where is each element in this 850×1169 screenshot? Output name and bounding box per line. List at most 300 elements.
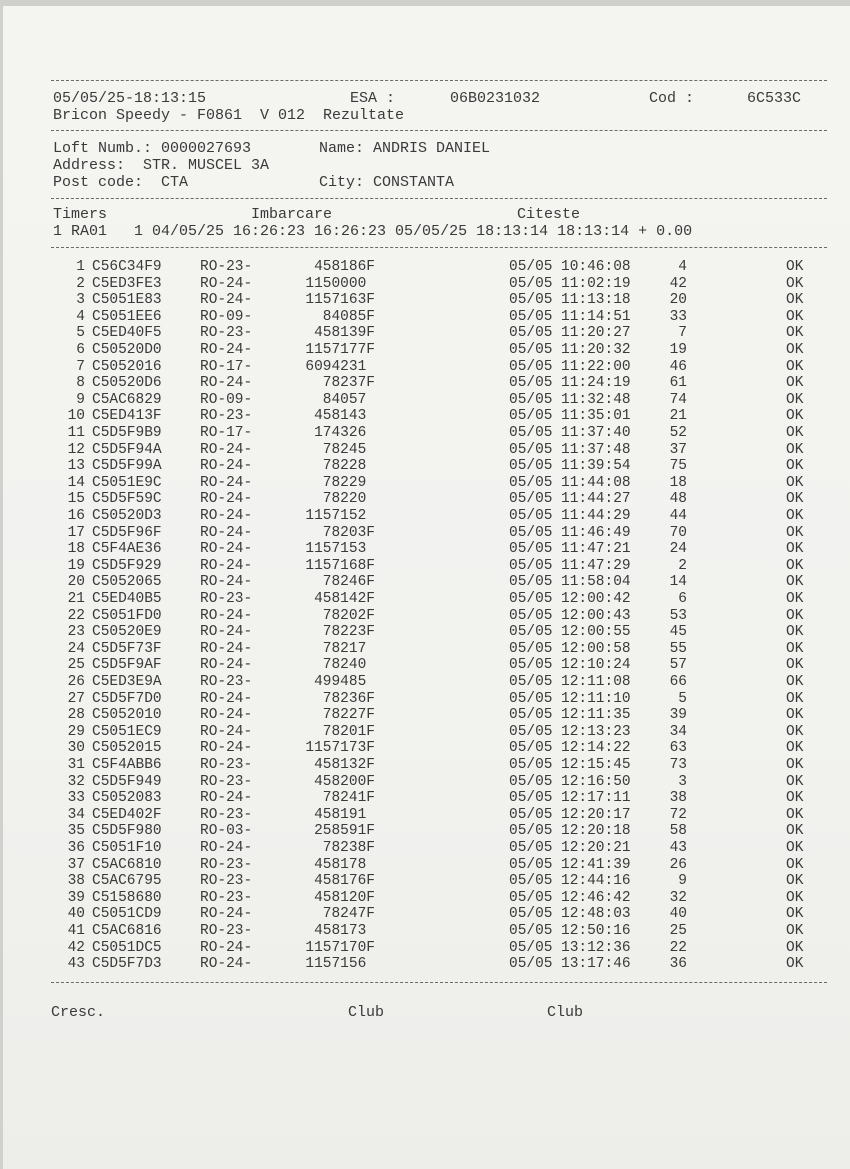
ring-prefix: RO-23-: [200, 325, 253, 342]
loft-number: Loft Numb.: 0000027693: [53, 140, 252, 157]
row-number: 37: [67, 856, 85, 873]
status: OK: [786, 474, 804, 491]
arrival-time: 12:48:03: [561, 906, 631, 923]
ring-prefix: RO-24-: [200, 956, 253, 973]
ring-number: 1150000: [305, 275, 375, 292]
ring-number: 78237F: [322, 375, 375, 392]
position: 4: [678, 259, 687, 275]
arrival-date: 05/05: [509, 342, 553, 358]
table-row: [3, 442, 850, 458]
position: 20: [669, 292, 687, 309]
table-row: [3, 392, 850, 408]
chip-id: C5052015: [92, 740, 162, 757]
arrival-time: 12:11:10: [561, 690, 631, 707]
ring-prefix: RO-24-: [200, 474, 253, 491]
arrival-time: 12:46:42: [561, 889, 631, 906]
arrival-date: 05/05: [509, 790, 553, 807]
status: OK: [786, 723, 804, 740]
loft-postcode: Post code: CTA: [53, 174, 189, 191]
table-row: [3, 923, 850, 939]
ring-prefix: RO-24-: [200, 574, 253, 591]
arrival-date: 05/05: [509, 541, 553, 558]
status: OK: [786, 607, 804, 624]
ring-number: 458178: [314, 856, 375, 873]
ring-prefix: RO-24-: [200, 624, 253, 641]
arrival-date: 05/05: [509, 956, 553, 973]
citeste-heading: Citeste: [517, 206, 581, 223]
arrival-time: 12:11:35: [561, 707, 631, 724]
status: OK: [786, 491, 804, 508]
row-number: 20: [67, 574, 85, 591]
status: OK: [786, 856, 804, 873]
status: OK: [786, 441, 804, 458]
status: OK: [786, 342, 804, 358]
ring-prefix: RO-24-: [200, 458, 253, 475]
chip-id: C5AC6810: [92, 856, 162, 873]
table-row: [3, 574, 850, 590]
arrival-time: 12:20:21: [561, 840, 631, 856]
status: OK: [786, 740, 804, 757]
footer-club-1: Club: [348, 1004, 385, 1021]
arrival-date: 05/05: [509, 823, 553, 840]
status: OK: [786, 757, 804, 773]
arrival-date: 05/05: [509, 889, 553, 906]
arrival-date: 05/05: [509, 325, 553, 342]
chip-id: C5051EC9: [92, 723, 162, 740]
ring-number: 6094231: [305, 358, 375, 375]
status: OK: [786, 790, 804, 807]
position: 61: [669, 375, 687, 392]
chip-id: C50520E9: [92, 624, 162, 641]
table-row: [3, 525, 850, 541]
ring-prefix: RO-03-: [200, 823, 253, 840]
ring-prefix: RO-24-: [200, 790, 253, 807]
loft-name: Name: ANDRIS DANIEL: [319, 140, 491, 157]
chip-id: C5051EE6: [92, 308, 162, 325]
chip-id: C5ED402F: [92, 806, 162, 823]
ring-prefix: RO-24-: [200, 840, 253, 856]
position: 43: [669, 840, 687, 856]
arrival-date: 05/05: [509, 275, 553, 292]
chip-id: C5ED3E9A: [92, 674, 162, 690]
ring-prefix: RO-09-: [200, 391, 253, 408]
status: OK: [786, 823, 804, 840]
ring-prefix: RO-24-: [200, 607, 253, 624]
arrival-date: 05/05: [509, 408, 553, 425]
ring-number: 78236F: [322, 690, 375, 707]
ring-prefix: RO-24-: [200, 557, 253, 574]
arrival-time: 12:14:22: [561, 740, 631, 757]
chip-id: C5D5F949: [92, 773, 162, 790]
arrival-time: 10:46:08: [561, 259, 631, 275]
status: OK: [786, 308, 804, 325]
row-number: 31: [67, 757, 85, 773]
position: 55: [669, 640, 687, 657]
row-number: 19: [67, 557, 85, 574]
ring-number: 1157177F: [305, 342, 375, 358]
ring-number: 458120F: [314, 889, 375, 906]
ring-number: 458173: [314, 923, 375, 939]
ring-number: 258591F: [314, 823, 375, 840]
ring-prefix: RO-23-: [200, 773, 253, 790]
table-row: [3, 840, 850, 856]
arrival-time: 11:44:27: [561, 491, 631, 508]
arrival-time: 12:44:16: [561, 873, 631, 890]
arrival-date: 05/05: [509, 375, 553, 392]
position: 5: [678, 690, 687, 707]
ring-number: 78202F: [322, 607, 375, 624]
ring-number: 78240: [322, 657, 375, 674]
ring-prefix: RO-17-: [200, 425, 253, 441]
position: 18: [669, 474, 687, 491]
position: 24: [669, 541, 687, 558]
ring-prefix: RO-24-: [200, 524, 253, 541]
chip-id: C5052016: [92, 358, 162, 375]
arrival-time: 12:11:08: [561, 674, 631, 690]
table-row: [3, 757, 850, 773]
table-row: [3, 608, 850, 624]
status: OK: [786, 657, 804, 674]
ring-prefix: RO-24-: [200, 541, 253, 558]
ring-prefix: RO-24-: [200, 640, 253, 657]
status: OK: [786, 906, 804, 923]
ring-prefix: RO-17-: [200, 358, 253, 375]
imbarcare-heading: Imbarcare: [251, 206, 333, 223]
arrival-date: 05/05: [509, 292, 553, 309]
ring-prefix: RO-24-: [200, 292, 253, 309]
row-number: 12: [67, 441, 85, 458]
table-row: [3, 558, 850, 574]
position: 58: [669, 823, 687, 840]
ring-number: 1157163F: [305, 292, 375, 309]
row-number: 3: [76, 292, 85, 309]
position: 63: [669, 740, 687, 757]
ring-number: 458142F: [314, 591, 375, 607]
row-number: 13: [67, 458, 85, 475]
arrival-date: 05/05: [509, 806, 553, 823]
arrival-time: 12:20:18: [561, 823, 631, 840]
position: 53: [669, 607, 687, 624]
arrival-date: 05/05: [509, 491, 553, 508]
row-number: 23: [67, 624, 85, 641]
arrival-time: 11:14:51: [561, 308, 631, 325]
row-number: 30: [67, 740, 85, 757]
row-number: 5: [76, 325, 85, 342]
chip-id: C5052065: [92, 574, 162, 591]
arrival-date: 05/05: [509, 873, 553, 890]
ring-number: 458176F: [314, 873, 375, 890]
status: OK: [786, 358, 804, 375]
arrival-time: 11:20:27: [561, 325, 631, 342]
chip-id: C5D5F980: [92, 823, 162, 840]
ring-prefix: RO-23-: [200, 757, 253, 773]
table-row: [3, 408, 850, 424]
footer-cresc: Cresc.: [51, 1004, 106, 1021]
ring-prefix: RO-23-: [200, 674, 253, 690]
ring-number: 78227F: [322, 707, 375, 724]
chip-id: C5ED413F: [92, 408, 162, 425]
ring-number: 458132F: [314, 757, 375, 773]
timer-line: 1 RA01 1 04/05/25 16:26:23 16:26:23 05/05/25 18:13:14 18:13:14 + 0.00: [53, 223, 693, 240]
table-row: [3, 774, 850, 790]
arrival-date: 05/05: [509, 259, 553, 275]
ring-number: 78228: [322, 458, 375, 475]
chip-id: C5AC6829: [92, 391, 162, 408]
ring-number: 1157152: [305, 508, 375, 524]
status: OK: [786, 524, 804, 541]
row-number: 6: [76, 342, 85, 358]
table-row: [3, 790, 850, 806]
chip-id: C5D5F96F: [92, 524, 162, 541]
status: OK: [786, 391, 804, 408]
position: 52: [669, 425, 687, 441]
status: OK: [786, 840, 804, 856]
position: 38: [669, 790, 687, 807]
arrival-time: 11:37:48: [561, 441, 631, 458]
esa-label: ESA :: [350, 90, 396, 107]
ring-prefix: RO-24-: [200, 690, 253, 707]
row-number: 25: [67, 657, 85, 674]
arrival-time: 11:47:29: [561, 557, 631, 574]
chip-id: C5051E83: [92, 292, 162, 309]
ring-number: 84057: [322, 391, 375, 408]
row-number: 42: [67, 939, 85, 956]
status: OK: [786, 873, 804, 890]
ring-number: 1157156: [305, 956, 375, 973]
chip-id: C5D5F94A: [92, 441, 162, 458]
status: OK: [786, 557, 804, 574]
chip-id: C5051E9C: [92, 474, 162, 491]
status: OK: [786, 508, 804, 524]
arrival-time: 12:00:58: [561, 640, 631, 657]
ring-number: 78245: [322, 441, 375, 458]
ring-prefix: RO-23-: [200, 856, 253, 873]
ring-prefix: RO-23-: [200, 923, 253, 939]
table-row: [3, 890, 850, 906]
ring-prefix: RO-24-: [200, 657, 253, 674]
position: 73: [669, 757, 687, 773]
arrival-date: 05/05: [509, 474, 553, 491]
position: 45: [669, 624, 687, 641]
arrival-date: 05/05: [509, 939, 553, 956]
arrival-date: 05/05: [509, 640, 553, 657]
ring-prefix: RO-24-: [200, 707, 253, 724]
ring-prefix: RO-24-: [200, 375, 253, 392]
table-row: [3, 276, 850, 292]
position: 75: [669, 458, 687, 475]
arrival-date: 05/05: [509, 508, 553, 524]
row-number: 1: [76, 259, 85, 275]
chip-id: C50520D3: [92, 508, 162, 524]
status: OK: [786, 690, 804, 707]
status: OK: [786, 889, 804, 906]
position: 2: [678, 557, 687, 574]
arrival-date: 05/05: [509, 657, 553, 674]
status: OK: [786, 939, 804, 956]
chip-id: C5051CD9: [92, 906, 162, 923]
position: 48: [669, 491, 687, 508]
ring-number: 458143: [314, 408, 375, 425]
row-number: 4: [76, 308, 85, 325]
table-row: [3, 425, 850, 441]
ring-number: 458139F: [314, 325, 375, 342]
row-number: 10: [67, 408, 85, 425]
table-row: [3, 641, 850, 657]
table-row: [3, 591, 850, 607]
chip-id: C5ED3FE3: [92, 275, 162, 292]
arrival-time: 12:00:42: [561, 591, 631, 607]
arrival-time: 13:17:46: [561, 956, 631, 973]
ring-number: 174326: [314, 425, 375, 441]
status: OK: [786, 956, 804, 973]
arrival-time: 13:12:36: [561, 939, 631, 956]
position: 42: [669, 275, 687, 292]
status: OK: [786, 624, 804, 641]
arrival-date: 05/05: [509, 358, 553, 375]
table-row: [3, 624, 850, 640]
ring-number: 78223F: [322, 624, 375, 641]
arrival-date: 05/05: [509, 574, 553, 591]
status: OK: [786, 425, 804, 441]
table-row: [3, 674, 850, 690]
position: 32: [669, 889, 687, 906]
ring-number: 78247F: [322, 906, 375, 923]
arrival-date: 05/05: [509, 524, 553, 541]
table-row: [3, 342, 850, 358]
table-row: [3, 707, 850, 723]
row-number: 24: [67, 640, 85, 657]
arrival-date: 05/05: [509, 425, 553, 441]
table-row: [3, 691, 850, 707]
position: 66: [669, 674, 687, 690]
arrival-time: 12:00:55: [561, 624, 631, 641]
arrival-time: 11:44:29: [561, 508, 631, 524]
row-number: 14: [67, 474, 85, 491]
status: OK: [786, 375, 804, 392]
table-row: [3, 292, 850, 308]
arrival-time: 12:50:16: [561, 923, 631, 939]
arrival-time: 11:24:19: [561, 375, 631, 392]
table-row: [3, 541, 850, 557]
arrival-time: 11:58:04: [561, 574, 631, 591]
ring-number: 78203F: [322, 524, 375, 541]
row-number: 40: [67, 906, 85, 923]
row-number: 38: [67, 873, 85, 890]
row-number: 7: [76, 358, 85, 375]
table-row: [3, 309, 850, 325]
ring-number: 499485: [314, 674, 375, 690]
ring-number: 78220: [322, 491, 375, 508]
row-number: 35: [67, 823, 85, 840]
status: OK: [786, 806, 804, 823]
position: 21: [669, 408, 687, 425]
position: 34: [669, 723, 687, 740]
ring-prefix: RO-23-: [200, 889, 253, 906]
status: OK: [786, 458, 804, 475]
status: OK: [786, 408, 804, 425]
table-row: [3, 940, 850, 956]
arrival-time: 12:00:43: [561, 607, 631, 624]
position: 39: [669, 707, 687, 724]
ring-prefix: RO-24-: [200, 508, 253, 524]
chip-id: C50520D6: [92, 375, 162, 392]
arrival-time: 11:32:48: [561, 391, 631, 408]
ring-prefix: RO-24-: [200, 342, 253, 358]
table-row: [3, 956, 850, 972]
ring-number: 458186F: [314, 259, 375, 275]
arrival-date: 05/05: [509, 674, 553, 690]
arrival-time: 12:15:45: [561, 757, 631, 773]
ring-prefix: RO-24-: [200, 740, 253, 757]
position: 44: [669, 508, 687, 524]
chip-id: C50520D0: [92, 342, 162, 358]
arrival-time: 11:39:54: [561, 458, 631, 475]
chip-id: C56C34F9: [92, 259, 162, 275]
position: 14: [669, 574, 687, 591]
cod-label: Cod :: [649, 90, 695, 107]
arrival-time: 12:20:17: [561, 806, 631, 823]
chip-id: C5D5F9AF: [92, 657, 162, 674]
row-number: 18: [67, 541, 85, 558]
arrival-time: 11:22:00: [561, 358, 631, 375]
row-number: 2: [76, 275, 85, 292]
ring-number: 78241F: [322, 790, 375, 807]
table-row: [3, 657, 850, 673]
row-number: 9: [76, 391, 85, 408]
arrival-date: 05/05: [509, 773, 553, 790]
results-table: [3, 0, 850, 1169]
status: OK: [786, 591, 804, 607]
arrival-date: 05/05: [509, 923, 553, 939]
arrival-time: 12:10:24: [561, 657, 631, 674]
row-number: 28: [67, 707, 85, 724]
table-row: [3, 475, 850, 491]
divider: [51, 982, 827, 983]
status: OK: [786, 275, 804, 292]
position: 9: [678, 873, 687, 890]
arrival-time: 12:17:11: [561, 790, 631, 807]
chip-id: C5ED40F5: [92, 325, 162, 342]
ring-number: 78201F: [322, 723, 375, 740]
arrival-date: 05/05: [509, 308, 553, 325]
ring-prefix: RO-23-: [200, 259, 253, 275]
cod-value: 6C533C: [747, 90, 802, 107]
chip-id: C5ED40B5: [92, 591, 162, 607]
chip-id: C5052083: [92, 790, 162, 807]
chip-id: C5158680: [92, 889, 162, 906]
arrival-date: 05/05: [509, 906, 553, 923]
ring-number: 1157168F: [305, 557, 375, 574]
arrival-date: 05/05: [509, 441, 553, 458]
row-number: 33: [67, 790, 85, 807]
status: OK: [786, 773, 804, 790]
position: 40: [669, 906, 687, 923]
table-row: [3, 857, 850, 873]
table-row: [3, 873, 850, 889]
ring-prefix: RO-23-: [200, 873, 253, 890]
table-row: [3, 259, 850, 275]
arrival-date: 05/05: [509, 856, 553, 873]
status: OK: [786, 640, 804, 657]
position: 72: [669, 806, 687, 823]
ring-number: 78229: [322, 474, 375, 491]
table-row: [3, 458, 850, 474]
row-number: 8: [76, 375, 85, 392]
arrival-time: 12:41:39: [561, 856, 631, 873]
arrival-time: 11:47:21: [561, 541, 631, 558]
arrival-time: 12:16:50: [561, 773, 631, 790]
row-number: 17: [67, 524, 85, 541]
